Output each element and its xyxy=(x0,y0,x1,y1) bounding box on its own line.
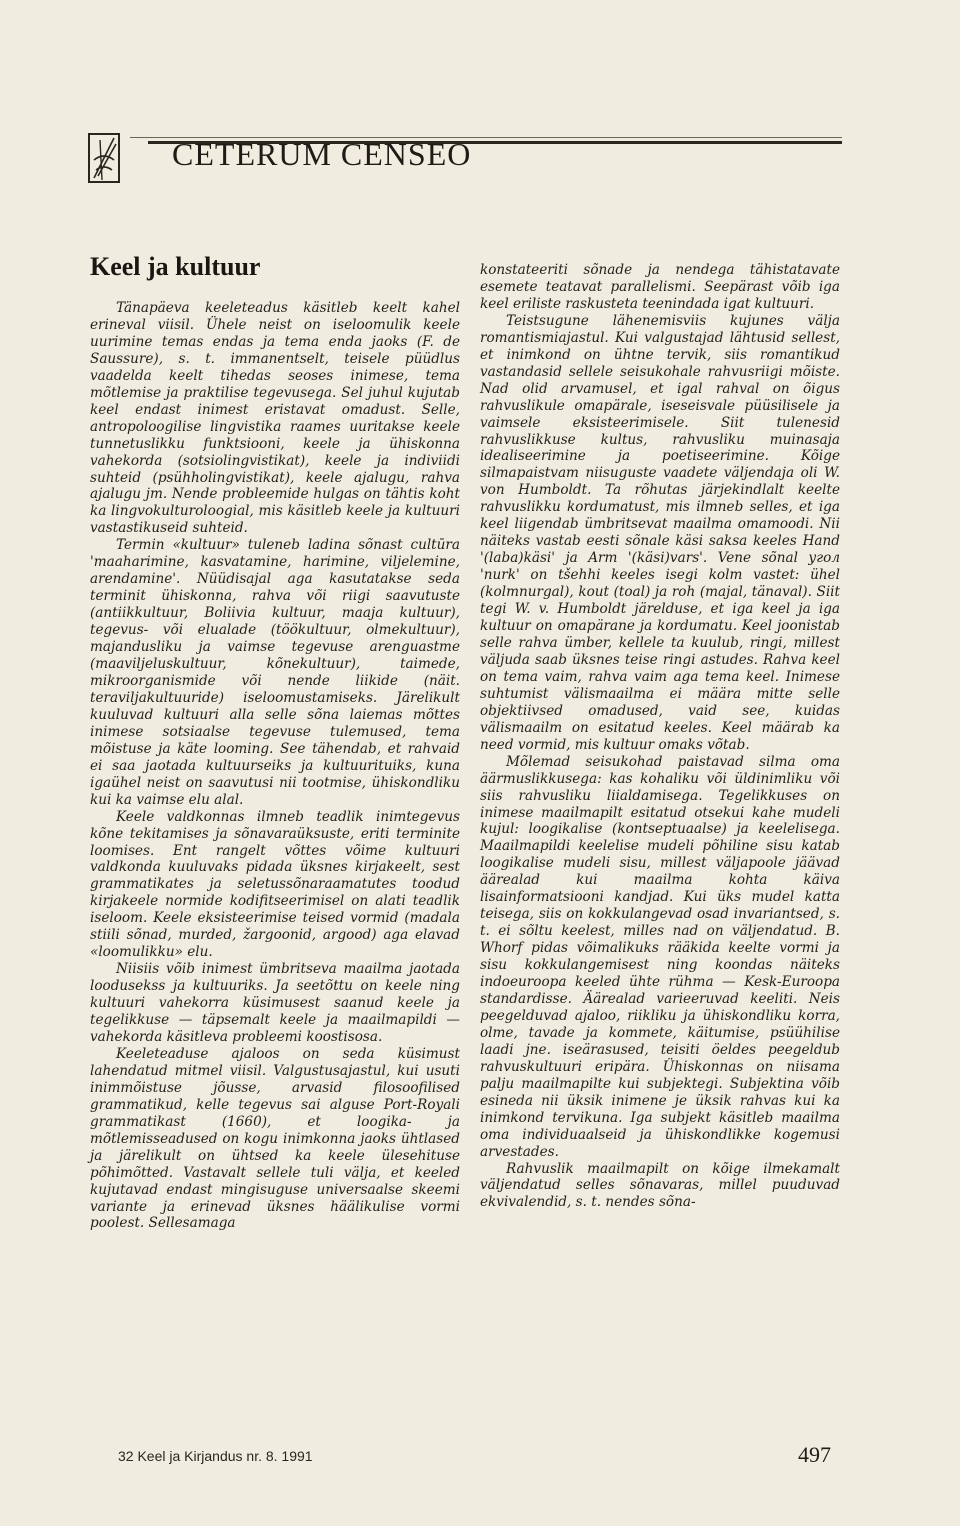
paragraph: Rahvuslik maailmapilt on kõige ilmekamalt väljendatud selles sõnavaras, millel puuduvad ekvivalendid, s. t. nendes sõna- xyxy=(480,1160,840,1211)
right-column xyxy=(480,262,840,1211)
paragraph: Niisiis võib inimest ümbritseva maailma jaotada loodusekss ja kultuuriks. Ja seetõttu on keele ning kultuuri vahekorra küsimusest saanud keele ja tegelikkuse — täpsemalt keele ja maailmapildi — vahekorda käsitleva probleemi koostisosa. xyxy=(90,961,460,1045)
journal-footer: 32 Keel ja Kirjandus nr. 8. 1991 xyxy=(118,1448,313,1464)
article-title: Keel ja kultuur xyxy=(90,252,261,281)
page-number: 497 xyxy=(798,1442,831,1467)
left-column xyxy=(90,300,460,1232)
section-logo-icon xyxy=(86,130,124,188)
paragraph: Tänapäeva keeleteadus käsitleb keelt kahel erineval viisil. Ühele neist on iseloomulik keele uurimine temas endas ja tema enda jaoks (F. de Saussure), s. t. immanentselt, teisele püüdlus vaadelda keelt tihedas seoses inimese, tema mõtlemise ja praktilise tegevusega. Sel juhul kujutab keel endast inimest eristavat omadust. Selle, antropoloogilise lingvistika raames uuritakse keele tunnetuslikku funktsiooni, keele ja ühiskonna vahekorda (sotsiolingvistikat), keele ja indiviidi suhteid (psühholingvistikat), keele ajalugu, rahva ajalugu jm. Nende probleemide hulgas on tähtis koht ka lingvokulturoloogial, mis käsitleb keele ja kultuuri vastastikuseid suhteid. xyxy=(90,300,460,537)
paragraph: Teistsugune lähenemisviis kujunes välja romantismiajastul. Kui valgustajad lähtusid sellest, et inimkond on ühtne tervik, siis romantikud vastandasid sellele seisukohale rahvusriigi mõiste. Nad olid arvamusel, et igal rahval on õigus rahvuslikule omapärale, iseseisvale püüsilisele ja vaimsele eksisteerimisele. Siit tulenesid rahvuslikkuse kultus, rahvusliku muinasaja idealiseerimine ja poetiseerimine. Kõige silmapaistvam niisuguste vaadete väljendaja oli W. von Humboldt. Ta rõhutas järjekindlalt keelte rahvuslikku kordumatust, mis ilmneb selles, et iga keel liigendab ümbritsevat maailma omamoodi. Nii näiteks vastab eesti sõnale käsi saksa keeles Hand '(laba)käsi' ja Arm '(käsi)vars'. Vene sõnal угол 'nurk' on tšehhi keeles isegi kolm vastet: ühel (kolmnurgal), kout (toal) ja roh (majal, tänaval). Siit tegi W. v. Humboldt järelduse, et iga keel ja iga kultuur on omapärane ja kordumatu. Keel joonistab selle rahva ümber, kellele ta kuulub, ringi, millest väljuda saab üksnes teise ringi astudes. Rahva keel on tema vaim, rahva vaim aga tema keel. Inimese suhtumist välismaailma ei määra mitte selle objektiivsed omadused, vaid see, kuidas välismaailm on esitatud keeles. Keel määrab ka need vormid, mis kultuur omaks võtab. xyxy=(480,312,840,753)
section-title: CETERUM CENSEO xyxy=(172,136,472,172)
paragraph: Mõlemad seisukohad paistavad silma oma äärmuslikkusega: kas kohaliku või üldinimliku või siis rahvusliku liialdamisega. Tegelikkuses on inimese maailmapilt esitatud otsekui kahe mudeli kujul: loogikalise (kontseptuaalse) ja keelelisega. Maailmapildi keelelise mudeli põhiline sisu katab loogikalise mudeli sisu, millest väljapoole jäävad äärealad kui maailma kohta käiva lisainformatsiooni kandjad. Kui üks mudel katta teisega, siis on kokkulangevad osad invariantsed, s. t. ei sõltu keelest, milles nad on väljendatud. B. Whorf pidas võimalikuks rääkida keelte vormi ja sisu kokkulangemisest ning koondas näiteks indoeuroopa keeled ühte rühma — Kesk-Euroopa standardisse. Äärealad varieeruvad keeliti. Neis peegelduvad ajaloo, riikliku ja ühiskondliku korra, olme, tavade ja kommete, käitumise, psüühilise laadi jne. iseärasused, teisiti öeldes peegeldub rahvuskultuuri eripära. Ühiskonnas on niisama palju maailmapilte kui subjektegi. Subjektina võib esineda nii üksik inimene je üksik rahvas kui ka inimkond tervikuna. Iga subjekt käsitleb maailma oma individuaalseid ja ühiskondlikke kogemusi arvestades. xyxy=(480,753,840,1160)
paragraph: Keele valdkonnas ilmneb teadlik inimtegevus kõne tekitamises ja sõnavaraüksuste, eriti terminite loomises. Ent rangelt võttes võime kultuuri valdkonda kuuluvaks pidada üksnes kirjakeelt, sest grammatikates ja seletussõnaraamatutes toodud kirjakeele normide kodifitseerimisel on alati teadlik iseloom. Keele eksisteerimise teised vormid (madala stiili sõnad, murded, žargoonid, argood) aga elavad «loomulikku» elu. xyxy=(90,808,460,961)
paragraph: konstateeriti sõnade ja nendega tähistatavate esemete teatavat parallelismi. Seepärast võib iga keel eriliste raskusteta teenindada igat kultuuri. xyxy=(480,262,840,312)
paragraph: Termin «kultuur» tuleneb ladina sõnast cultūra 'maaharimine, kasvatamine, harimine, viljelemine, arendamine'. Nüüdisajal aga kasutatakse seda terminit ühiskonna, rahva või riigi saavutuste (antiikkultuur, Boliivia kultuur, maaja kultuur), tegevus- või elualade (töökultuur, olmekultuur), majandusliku ja vaimse tegevuse arenguastme (maaviljeluskultuur, kõnekultuur), taimede, mikroorganismide või nende liikide (näit. teraviljakultuuride) iseloomustamiseks. Järelikult kuuluvad kultuuri alla selle sõna laiemas mõttes inimese sotsiaalse tegevuse tulemused, tema mõistuse ja käte looming. See tähendab, et rahvaid ei saa jaotada kultuurseiks ja kultuurituiks, kuna igaühel neist on saavutusi nii tootmise, ühiskondliku kui ka vaimse elu alal. xyxy=(90,537,460,808)
paragraph: Keeleteaduse ajaloos on seda küsimust lahendatud mitmel viisil. Valgustusajastul, kui usuti inimmõistuse jõusse, arvasid filosoofilised grammatikud, kelle tegevus sai alguse Port-Royali grammatikast (1660), et loogika- ja mõtlemisseadused on kogu inimkonna jaoks ühtlased ja järelikult on ühtsed ka keele ülesehituse põhimõtted. Vastavalt sellele tuli välja, et keeled kujutavad endast mingisuguse universaalse skeemi variante ja erinevad üksnes häälikulise vormi poolest. Sellesamaga xyxy=(90,1045,460,1232)
